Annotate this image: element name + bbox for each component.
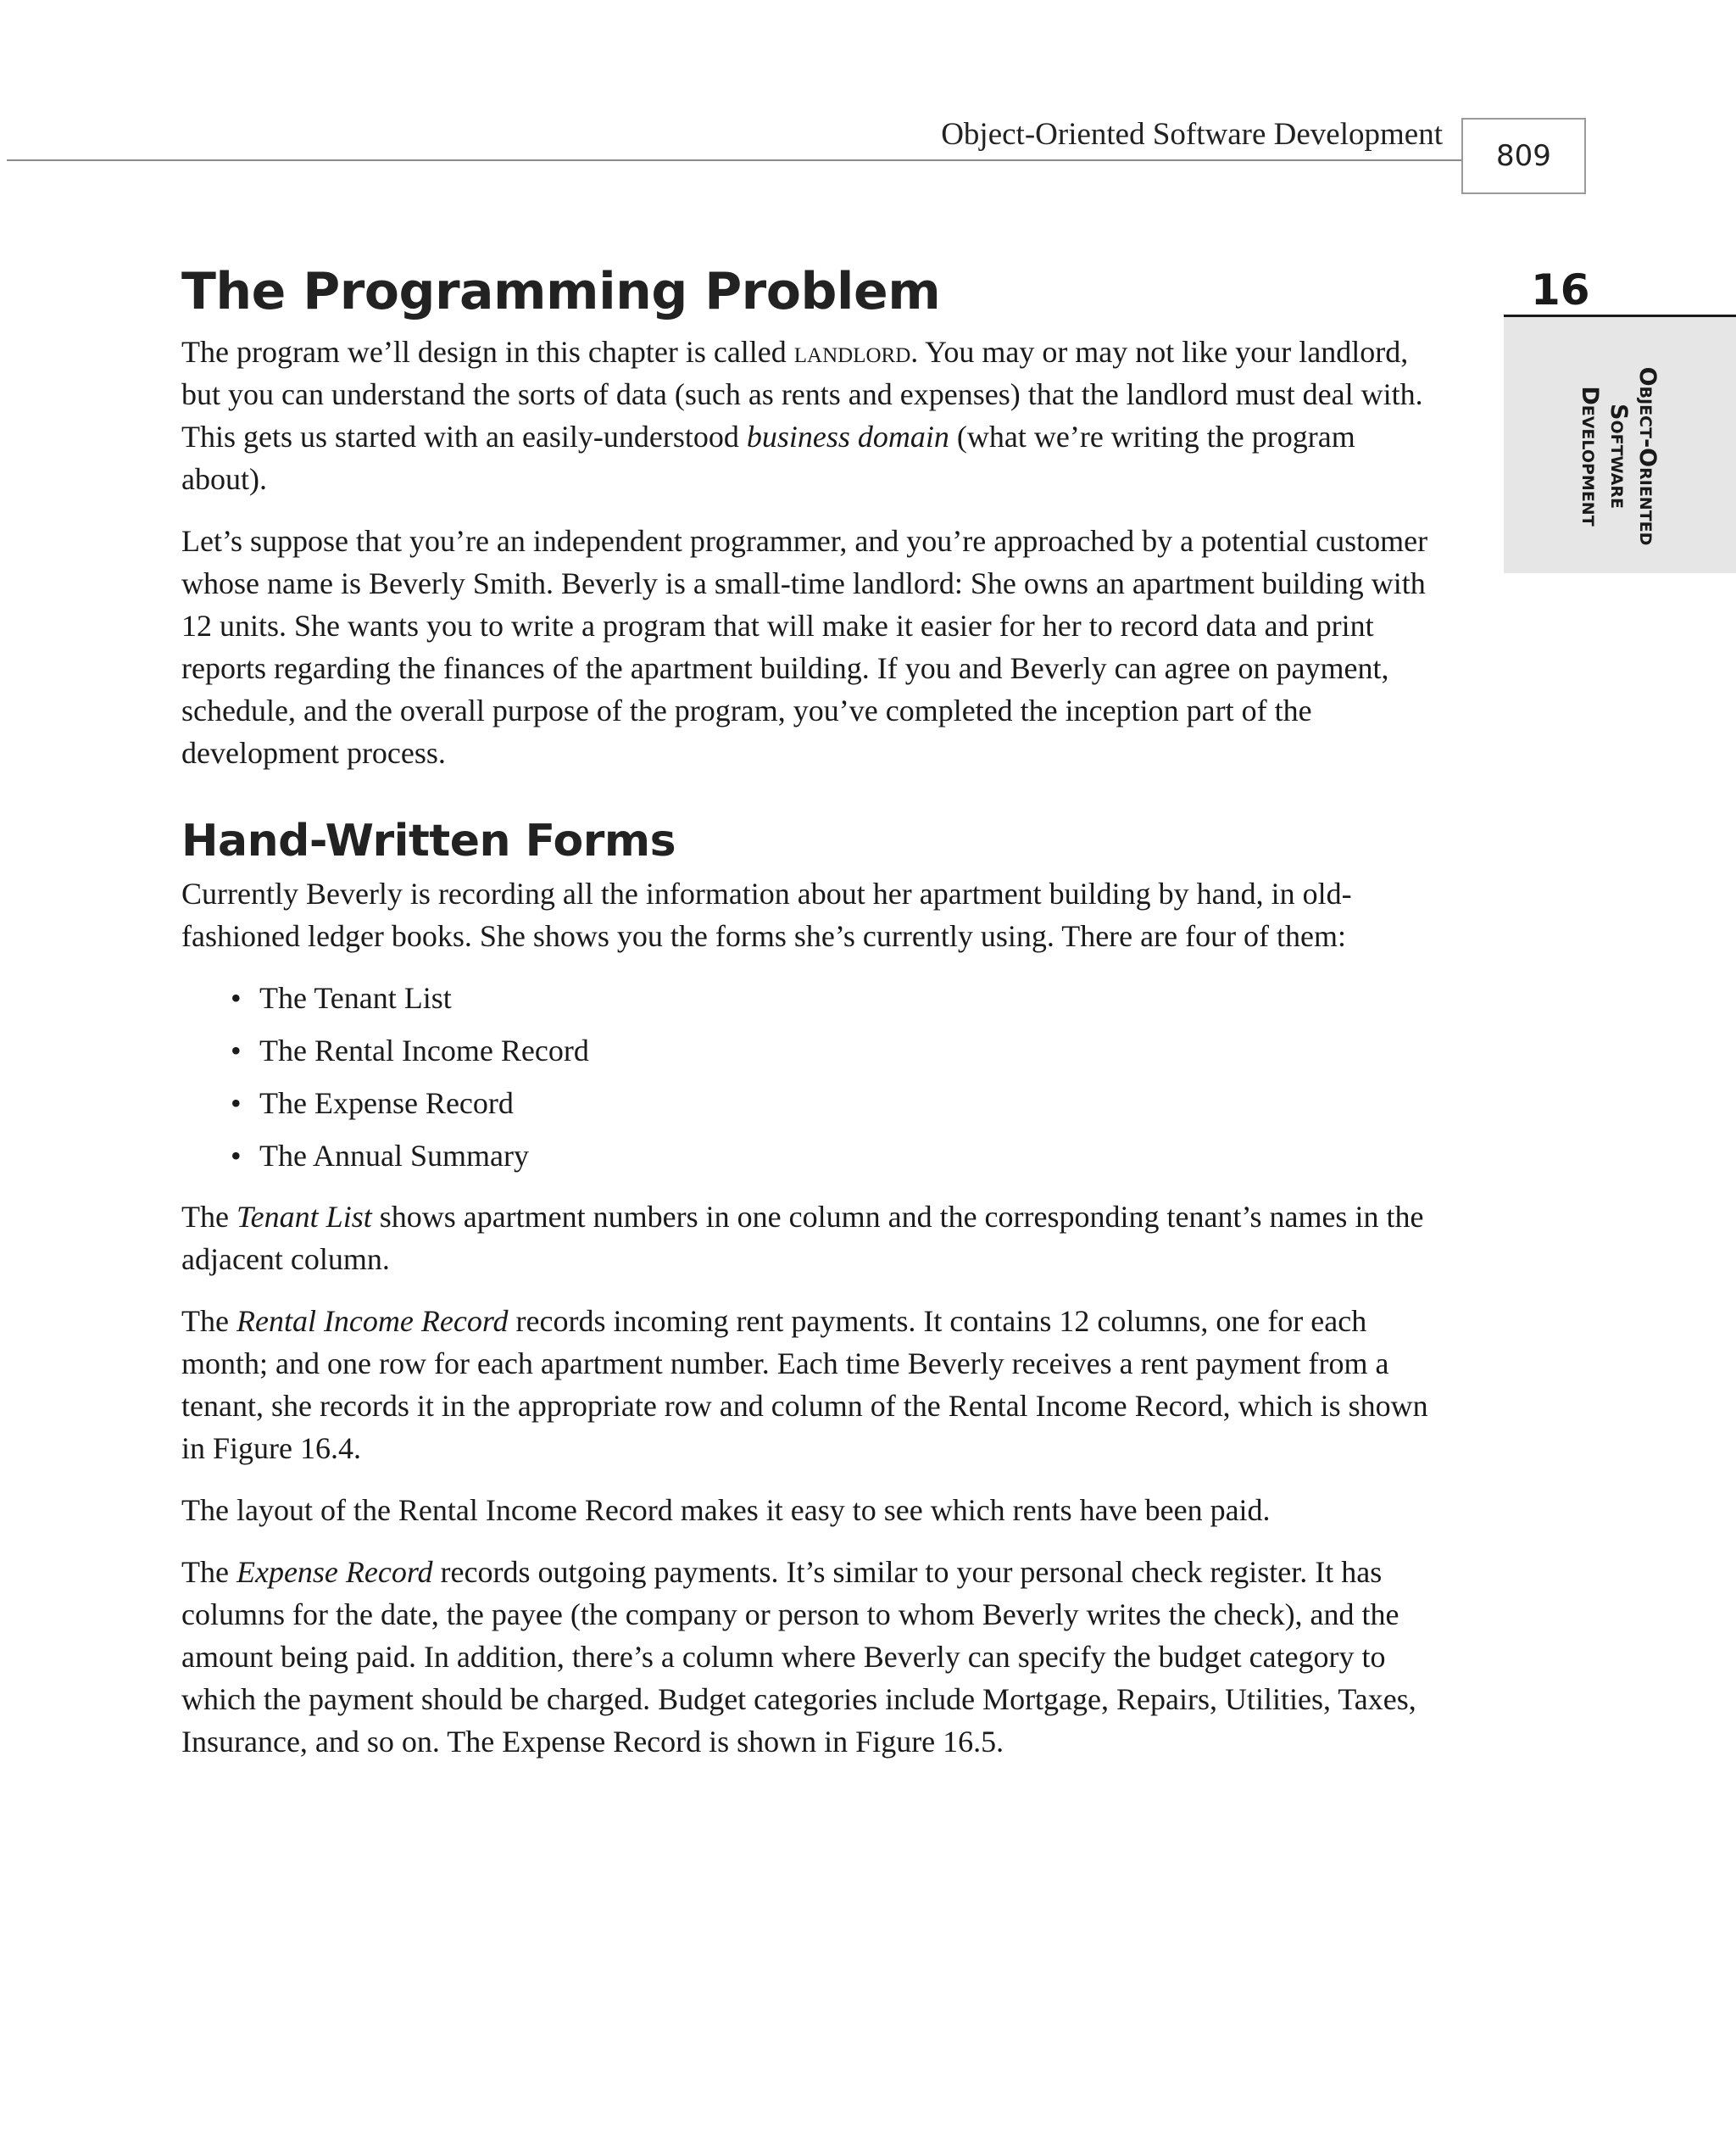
list-item: • The Expense Record bbox=[231, 1082, 1444, 1124]
emphasis: Rental Income Record bbox=[236, 1304, 509, 1338]
bullet-icon: • bbox=[231, 1086, 242, 1120]
thumb-tab-line: Development bbox=[1577, 386, 1603, 527]
section-heading: The Programming Problem bbox=[181, 262, 941, 321]
emphasis: Tenant List bbox=[236, 1200, 372, 1234]
chapter-number: 16 bbox=[1531, 265, 1590, 315]
emphasis: business domain bbox=[746, 420, 949, 454]
list-item: • The Rental Income Record bbox=[231, 1029, 1444, 1072]
header-rule bbox=[7, 159, 1461, 161]
bullet-list bbox=[181, 977, 1444, 1177]
page-number: 809 bbox=[1461, 118, 1586, 194]
subsection-heading: Hand-Written Forms bbox=[181, 816, 676, 867]
bullet-icon: • bbox=[231, 1034, 242, 1067]
paragraph: The Tenant List shows apartment numbers in one column and the corresponding tenant’s names in the adjacent column. bbox=[181, 1200, 1424, 1276]
list-item: • The Annual Summary bbox=[231, 1134, 1444, 1177]
running-head: Object-Oriented Software Development bbox=[941, 117, 1443, 152]
program-name: landlord bbox=[793, 335, 911, 369]
paragraph: The program we’ll design in this chapter is called landlord. You may or may not like your landlord, but you can understand the sorts of data (such as rents and expenses) that the landlord must deal with. This gets us started with an easily-understood business domain (what we’re writing the program about). bbox=[181, 335, 1423, 496]
thumb-tab-line: Software bbox=[1605, 404, 1632, 509]
thumb-tab-label bbox=[1575, 333, 1661, 579]
paragraph: Let’s suppose that you’re an independent programmer, and you’re approached by a potential customer whose name is Beverly Smith. Beverly is a small-time landlord: She owns an apartment building with 12 units. She wants you to write a program that will make it easier for her to record data and print reports regarding the finances of the apartment building. If you and Beverly can agree on payment, schedule, and the overall purpose of the program, you’ve completed the inception part of the development process. bbox=[181, 524, 1428, 770]
paragraph: The Rental Income Record records incoming rent payments. It contains 12 columns, one for each month; and one row for each apartment number. Each time Beverly receives a rent payment from a tenant, she records it in the appropriate row and column of the Rental Income Record, which is shown in Figure 16.4. bbox=[181, 1304, 1428, 1465]
bullet-icon: • bbox=[231, 1139, 242, 1173]
thumb-tab-line: Object-Oriented bbox=[1634, 366, 1661, 546]
emphasis: Expense Record bbox=[236, 1555, 433, 1589]
list-item: • The Tenant List bbox=[231, 977, 1444, 1019]
paragraph: The layout of the Rental Income Record makes it easy to see which rents have been paid. bbox=[181, 1493, 1271, 1527]
main-content bbox=[181, 259, 1444, 1782]
bullet-icon: • bbox=[231, 981, 242, 1015]
paragraph: The Expense Record records outgoing payments. It’s similar to your personal check register. It has columns for the date, the payee (the company or person to whom Beverly writes the check), and the amount being paid. In addition, there’s a column where Beverly can specify the budget category to which the payment should be charged. Budget categories include Mortgage, Repairs, Utilities, Taxes, Insurance, and so on. The Expense Record is shown in Figure 16.5. bbox=[181, 1555, 1416, 1759]
paragraph: Currently Beverly is recording all the information about her apartment building by hand, in old-fashioned ledger books. She shows you the forms she’s currently using. There are four of them: bbox=[181, 877, 1352, 953]
